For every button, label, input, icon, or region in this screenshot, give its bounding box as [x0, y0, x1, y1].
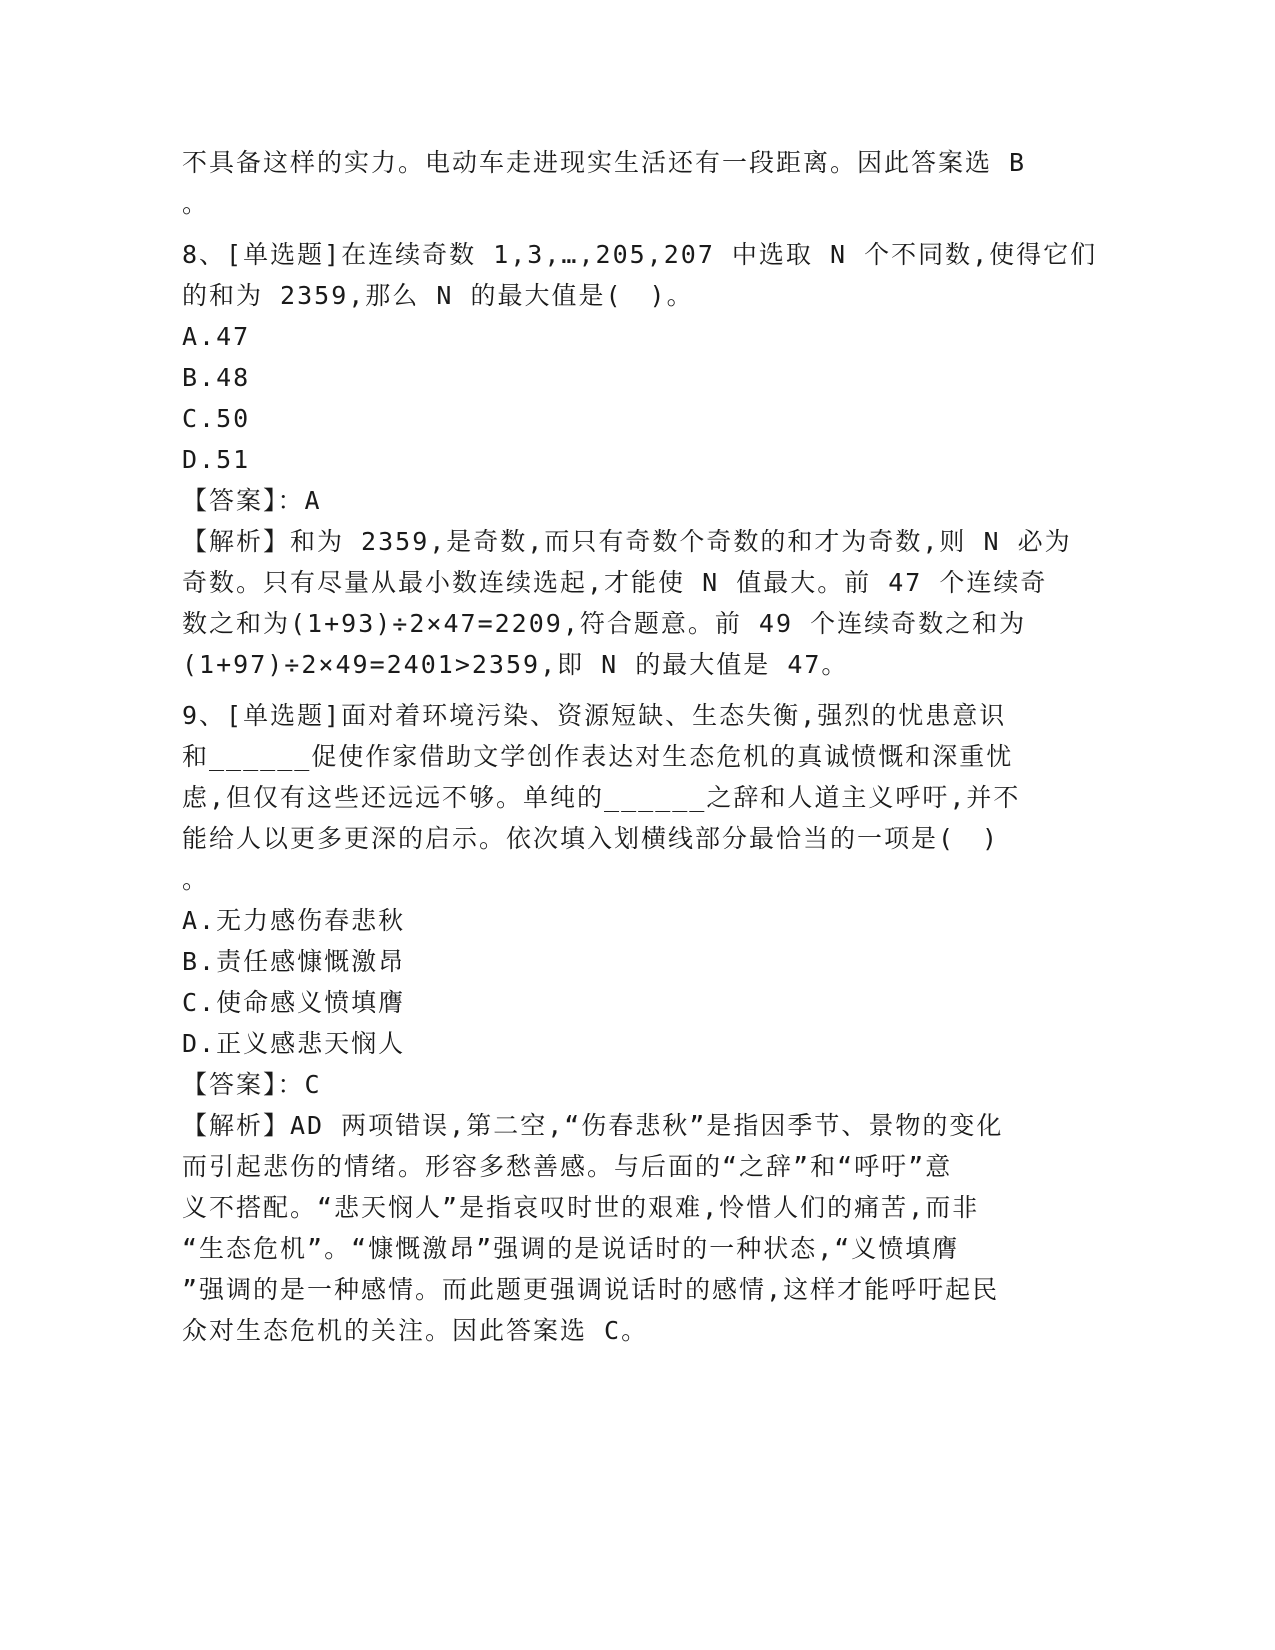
analysis-line: 众对生态危机的关注。因此答案选 C。: [182, 1316, 649, 1345]
analysis-line: 数之和为(1+93)÷2×47=2209,符合题意。前 49 个连续奇数之和为: [182, 609, 1027, 638]
question-stem: 8、[单选题]在连续奇数 1,3,…,205,207 中选取 N 个不同数,使得它们: [182, 240, 1098, 269]
option-a: A.47: [182, 322, 251, 351]
option-b: B.48: [182, 363, 251, 392]
document-page: [182, 142, 1098, 1351]
answer-line: 【答案】：C: [182, 1070, 322, 1099]
question-8: [182, 234, 1098, 685]
analysis-line: (1+97)÷2×49=2401>2359,即 N 的最大值是 47。: [182, 650, 849, 679]
question-stem: 能给人以更多更深的启示。依次填入划横线部分最恰当的一项是( ): [182, 824, 1000, 853]
option-c: C.使命感义愤填膺: [182, 988, 406, 1017]
text-line: 不具备这样的实力。电动车走进现实生活还有一段距离。因此答案选 B: [182, 148, 1027, 177]
analysis-line: ”强调的是一种感情。而此题更强调说话时的感情,这样才能呼吁起民: [182, 1275, 1000, 1304]
analysis-line: 义不搭配。“悲天悯人”是指哀叹时世的艰难,怜惜人们的痛苦,而非: [182, 1193, 980, 1222]
option-b: B.责任感慷慨激昂: [182, 947, 406, 976]
answer-line: 【答案】：A: [182, 486, 322, 515]
option-d: D.51: [182, 445, 251, 474]
question-stem: 。: [182, 865, 210, 894]
analysis-line: 奇数。只有尽量从最小数连续选起,才能使 N 值最大。前 47 个连续奇: [182, 568, 1048, 597]
analysis-line: “生态危机”。“慷慨激昂”强调的是说话时的一种状态,“义愤填膺: [182, 1234, 960, 1263]
analysis-line: 而引起悲伤的情绪。形容多愁善感。与后面的“之辞”和“呼吁”意: [182, 1152, 953, 1181]
text-line: 。: [182, 189, 210, 218]
question-9: [182, 695, 1062, 1351]
question-stem: 和______促使作家借助文学创作表达对生态危机的真诚愤慨和深重忧: [182, 742, 1014, 771]
previous-explanation-tail: [182, 142, 1062, 224]
question-stem: 的和为 2359,那么 N 的最大值是( )。: [182, 281, 694, 310]
analysis-line: 【解析】AD 两项错误,第二空,“伤春悲秋”是指因季节、景物的变化: [182, 1111, 1004, 1140]
option-d: D.正义感悲天悯人: [182, 1029, 406, 1058]
option-c: C.50: [182, 404, 251, 433]
analysis-line: 【解析】和为 2359,是奇数,而只有奇数个奇数的和才为奇数,则 N 必为: [182, 527, 1072, 556]
option-a: A.无力感伤春悲秋: [182, 906, 406, 935]
question-stem: 虑,但仅有这些还远远不够。单纯的______之辞和人道主义呼吁,并不: [182, 783, 1021, 812]
question-stem: 9、[单选题]面对着环境污染、资源短缺、生态失衡,强烈的忧患意识: [182, 701, 1007, 730]
